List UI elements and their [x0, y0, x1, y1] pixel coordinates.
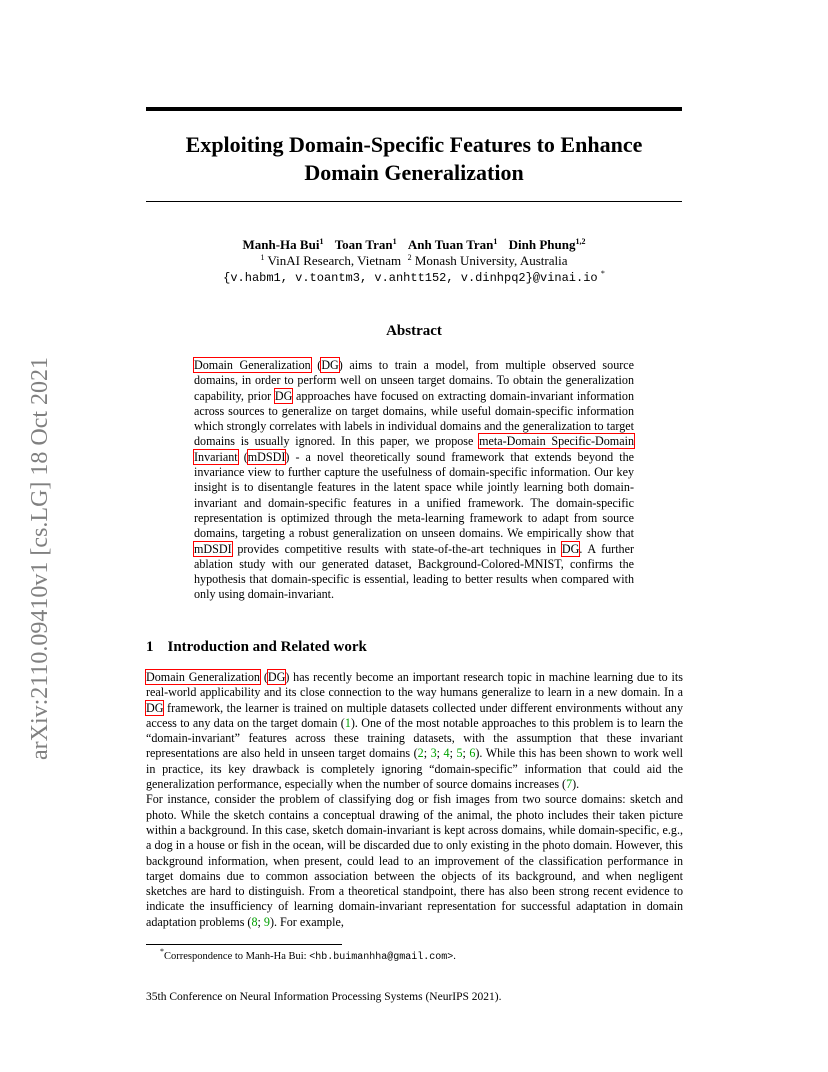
acronym-link[interactable]: DG [561, 541, 580, 556]
citation-link[interactable]: 8 [251, 914, 258, 929]
section-heading: 1 Introduction and Related work [146, 639, 367, 655]
citation-link[interactable]: 2 [417, 746, 424, 761]
acronym-link[interactable]: DG [274, 388, 293, 403]
citation-link[interactable]: 5 [456, 746, 463, 761]
title-bottom-rule [146, 201, 682, 202]
title-line-1: Exploiting Domain-Specific Features to Enhance [185, 132, 643, 157]
citation-link[interactable]: 6 [469, 746, 476, 761]
section-body [146, 670, 683, 930]
affiliations: $^1$ VinAI Research, Vietnam $^2$ Monash University, Australia [260, 253, 568, 268]
paragraph: For instance, consider the problem of classifying dog or fish images from two source domains: sketch and photo. While the sketch contains a conceptual drawing of the animal, the photo includes their taken picture within a background. In this case, sketch domain-invariant is kept across domains, while domain-specific, e.g., a dog in a house or fish in the ocean, will be discarded due to only existing in the photo domain. However, this background information, when present, could lead to an improvement of the classification performance in target domains due to common association between the objects of its background, and when negligent sketches are hard to distinguish. From a theoretical standpoint, there has also been strong recent evidence to indicate the insufficiency of learning domain-invariant representation for successful adaptation in domain adaptation problems (8; 9). For example, [146, 792, 683, 929]
author-name: Anh Tuan Tran$^1$ [407, 237, 498, 252]
footnote: *Correspondence to Manh-Ha Bui: <hb.buimanhha@gmail.com>. [160, 947, 456, 963]
acronym-link[interactable]: meta-Domain Specific-Domain Invariant [194, 434, 634, 464]
abstract-text: Domain Generalization (DG) aims to train a model, from multiple observed source domains, in order to perform well on unseen target domains. To obtain the generalization capability, prior DG approaches have focused on extracting domain-invariant information across sources to generalize on target domains, while useful domain-specific information which strongly correlates with labels in individual domains and the generalization to target domains is usually ignored. In this paper, we propose meta-Domain Specific-Domain Invariant (mDSDI) - a novel theoretically sound framework that extends beyond the invariance view to further capture the usefulness of domain-specific information. Our key insight is to disentangle features in the latent space while jointly learning both domain-invariant and domain-specific features in a unified framework. The domain-specific representation is optimized through the meta-learning framework to adapt from source domains, targeting a robust generalization on unseen domains. We empirically show that mDSDI provides competitive results with state-of-the-art techniques in DG. A further ablation study with our generated dataset, Background-Colored-MNIST, confirms the hypothesis that domain-specific is essential, leading to better results when compared with only using domain-invariant. [194, 358, 634, 602]
paragraph: Domain Generalization (DG) has recently become an important research topic in machine learning due to its real-world applicability and its close connection to the way humans generalize to learn in a new domain. In a DG framework, the learner is trained on multiple datasets collected under different environments without any access to any data on the target domain (1). One of the most notable approaches to this problem is to learn the “domain-invariant” features across these training datasets, with the assumption that these invariant representations are also held in unseen target domains (2; 3; 4; 5; 6). While this has been shown to work well in practice, its key drawback is completely ignoring “domain-specific” information that could aid the generalization performance, especially when the number of source domains increases (7). [146, 670, 683, 792]
citation-link[interactable]: 1 [344, 715, 351, 730]
footnote-rule [146, 944, 342, 945]
citation-link[interactable]: 3 [430, 746, 437, 761]
acronym-link[interactable]: DG [267, 670, 286, 684]
title-top-rule [146, 107, 682, 111]
author-emails: {v.habm1, v.toantm3, v.anhtt152, v.dinhpq2}@vinai.io * [223, 269, 605, 285]
paper-title [146, 131, 682, 187]
citation-link[interactable]: 9 [263, 914, 270, 929]
abstract-heading: Abstract [386, 323, 442, 339]
acronym-link[interactable]: DG [146, 700, 164, 715]
acronym-link[interactable]: mDSDI [247, 449, 286, 464]
citation-link[interactable]: 4 [443, 746, 450, 761]
author-name: Dinh Phung$^{1,2}$ [508, 237, 586, 252]
acronym-link[interactable]: DG [321, 358, 339, 372]
citation-link[interactable]: 7 [566, 777, 573, 792]
acronym-link[interactable]: Domain Generalization [146, 670, 260, 684]
arxiv-identifier: arXiv:2110.09410v1 [cs.LG] 18 Oct 2021 [27, 356, 53, 760]
acronym-link[interactable]: mDSDI [194, 541, 232, 556]
author-names [146, 237, 682, 253]
title-line-2: Domain Generalization [304, 160, 524, 185]
venue-footer: 35th Conference on Neural Information Processing Systems (NeurIPS 2021). [146, 991, 502, 1003]
author-block [146, 237, 682, 286]
acronym-link[interactable]: Domain Generalization [194, 358, 311, 372]
author-name: Manh-Ha Bui$^1$ [242, 237, 324, 252]
author-name: Toan Tran$^1$ [334, 237, 397, 252]
